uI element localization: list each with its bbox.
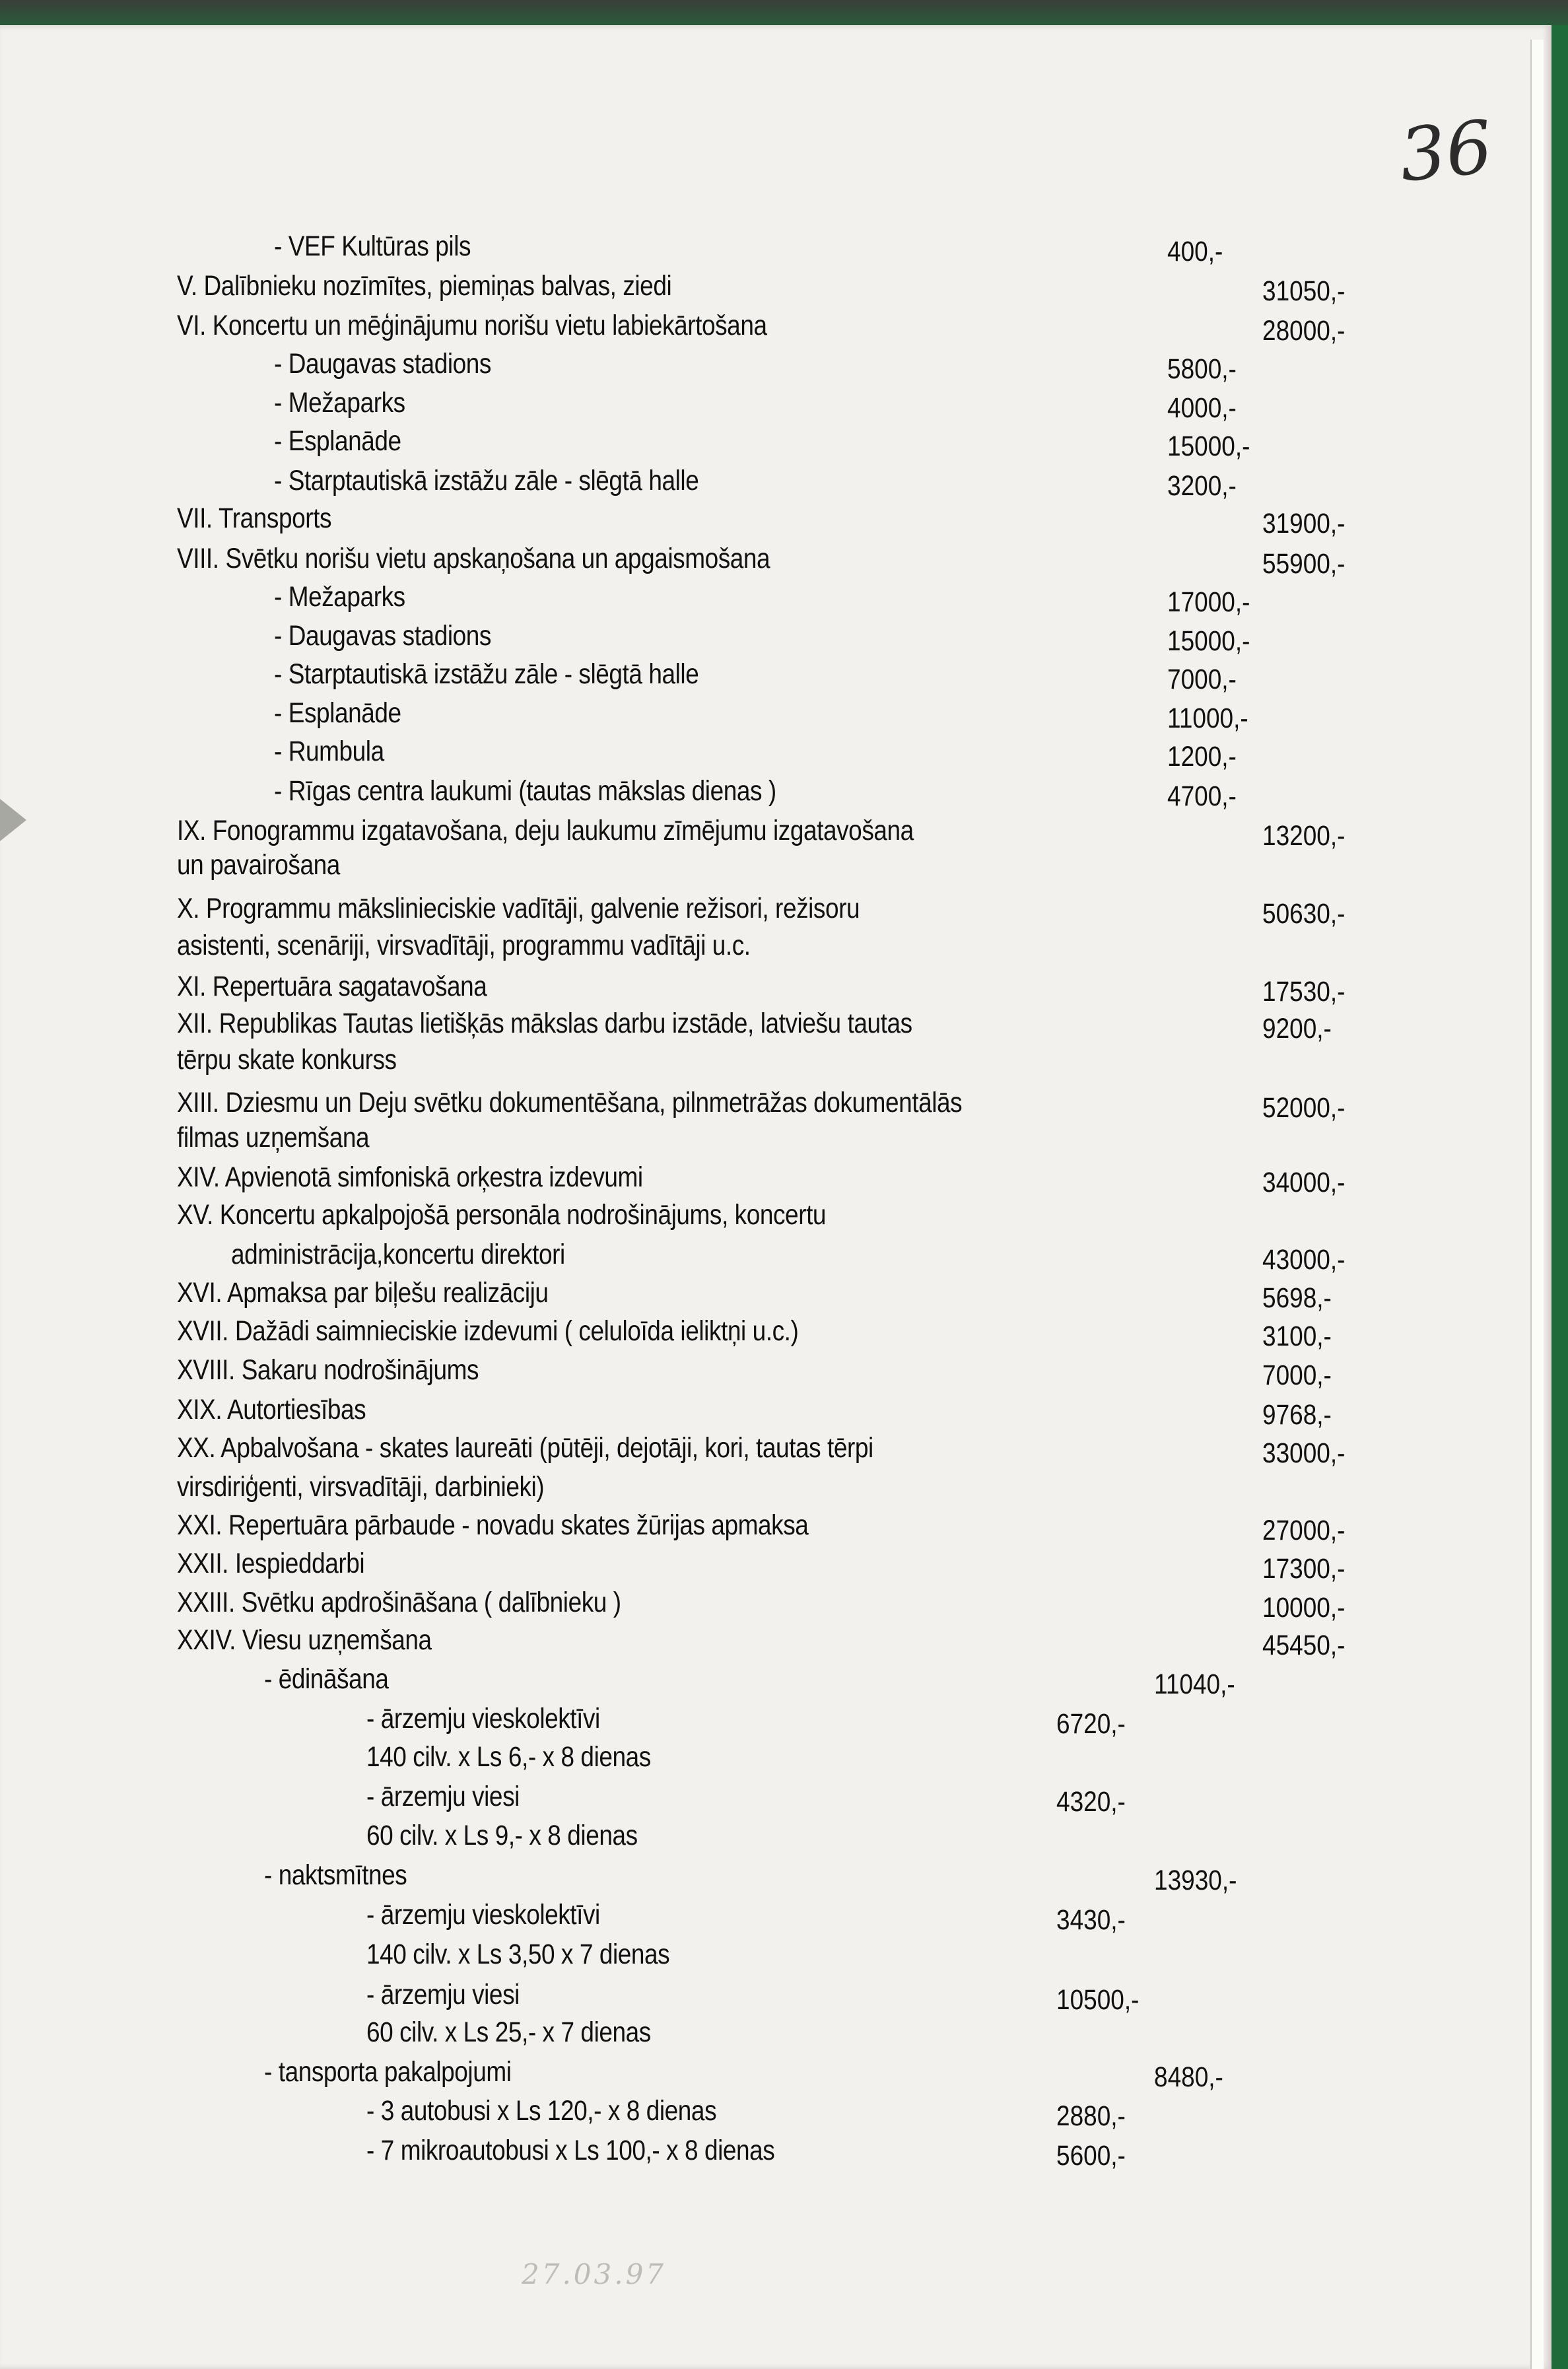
budget-line-amount: 4320,- [1056, 1786, 1126, 1818]
budget-line-text: - Mežaparks [274, 387, 405, 419]
binder-mark [0, 799, 26, 841]
budget-line-text: virsdiriģenti, virsvadītāji, darbinieki) [177, 1471, 545, 1503]
budget-line-amount: 52000,- [1262, 1092, 1346, 1124]
budget-line-amount: 33000,- [1262, 1437, 1346, 1469]
budget-line-amount: 11000,- [1167, 703, 1248, 734]
budget-line-amount: 13930,- [1154, 1865, 1237, 1896]
budget-line-amount: 17530,- [1262, 976, 1346, 1008]
budget-line-text: X. Programmu mākslinieciskie vadītāji, galvenie režisori, režisoru [177, 893, 860, 924]
budget-line-amount: 11040,- [1154, 1668, 1235, 1700]
budget-line-text: 140 cilv. x Ls 6,- x 8 dienas [366, 1741, 651, 1773]
budget-line-amount: 3200,- [1167, 470, 1237, 502]
budget-line-amount: 50630,- [1262, 898, 1346, 930]
budget-line-amount: 1200,- [1167, 741, 1237, 772]
budget-line-text: administrācija,koncertu direktori [231, 1239, 565, 1270]
budget-line-text: V. Dalībnieku nozīmītes, piemiņas balvas, ziedi [177, 270, 672, 302]
budget-line-text: - ārzemju vieskolektīvi [366, 1703, 600, 1734]
budget-line-text: XXIV. Viesu uzņemšana [177, 1624, 432, 1656]
budget-line-amount: 13200,- [1262, 820, 1346, 852]
budget-line-amount: 6720,- [1056, 1708, 1126, 1740]
budget-line-text: VII. Transports [177, 502, 332, 534]
budget-line-amount: 43000,- [1262, 1244, 1346, 1276]
budget-line-amount: 5698,- [1262, 1282, 1332, 1314]
budget-line-text: XVIII. Sakaru nodrošinājums [177, 1354, 479, 1386]
budget-line-amount: 45450,- [1262, 1630, 1346, 1661]
budget-line-text: - tansporta pakalpojumi [264, 2056, 512, 2088]
budget-line-text: XIV. Apvienotā simfoniskā orķestra izdevumi [177, 1161, 643, 1193]
budget-line-text: - Esplanāde [274, 425, 401, 457]
budget-line-amount: 31050,- [1262, 275, 1346, 307]
budget-line-text: asistenti, scenāriji, virsvadītāji, programmu vadītāji u.c. [177, 930, 751, 961]
budget-line-text: - ārzemju viesi [366, 1979, 520, 2010]
budget-line-text: - ārzemju vieskolektīvi [366, 1899, 600, 1931]
budget-line-text: - Esplanāde [274, 697, 401, 729]
budget-line-text: - 3 autobusi x Ls 120,- x 8 dienas [366, 2095, 717, 2127]
budget-line-text: - Rīgas centra laukumi (tautas mākslas dienas ) [274, 775, 776, 807]
budget-line-text: - 7 mikroautobusi x Ls 100,- x 8 dienas [366, 2135, 775, 2166]
budget-line-text: VI. Koncertu un mēģinājumu norišu vietu labiekārtošana [177, 310, 767, 341]
budget-line-text: filmas uzņemšana [177, 1122, 370, 1153]
budget-line-amount: 3100,- [1262, 1321, 1332, 1352]
budget-line-amount: 15000,- [1167, 625, 1250, 657]
budget-line-text: XXII. Iespieddarbi [177, 1548, 365, 1579]
budget-line-amount: 2880,- [1056, 2100, 1126, 2132]
budget-line-text: - ēdināšana [264, 1663, 389, 1695]
budget-line-amount: 31900,- [1262, 508, 1346, 539]
date-stamp: 27.03.97 [522, 2258, 667, 2290]
budget-line-text: - Mežaparks [274, 581, 405, 613]
budget-line-text: XIX. Autortiesības [177, 1394, 366, 1425]
budget-line-amount: 9768,- [1262, 1399, 1332, 1431]
budget-line-text: - Rumbula [274, 736, 384, 767]
budget-line-text: - Daugavas stadions [274, 348, 491, 380]
budget-line-text: XI. Repertuāra sagatavošana [177, 971, 487, 1002]
budget-line-text: - naktsmītnes [264, 1859, 407, 1891]
budget-line-text: - VEF Kultūras pils [274, 230, 471, 262]
budget-line-text: XIII. Dziesmu un Deju svētku dokumentēšana, pilnmetrāžas dokumentālās [177, 1087, 963, 1118]
page-right-edge [1530, 40, 1544, 2369]
budget-line-text: XXI. Repertuāra pārbaude - novadu skates žūrijas apmaksa [177, 1509, 809, 1541]
budget-line-amount: 4700,- [1167, 780, 1237, 812]
budget-line-amount: 10000,- [1262, 1592, 1346, 1624]
budget-line-text: tērpu skate konkurss [177, 1044, 397, 1076]
budget-line-text: IX. Fonogrammu izgatavošana, deju laukumu zīmējumu izgatavošana [177, 815, 914, 846]
budget-line-text: VIII. Svētku norišu vietu apskaņošana un apgaismošana [177, 543, 770, 574]
budget-line-text: - Starptautiskā izstāžu zāle - slēgtā halle [274, 465, 699, 497]
budget-line-text: un pavairošana [177, 849, 340, 881]
budget-line-text: 60 cilv. x Ls 25,- x 7 dienas [366, 2016, 651, 2048]
budget-line-amount: 17300,- [1262, 1553, 1346, 1585]
budget-line-amount: 17000,- [1167, 586, 1250, 618]
budget-line-text: - Daugavas stadions [274, 620, 491, 652]
budget-line-text: XXIII. Svētku apdrošināšana ( dalībnieku ) [177, 1587, 621, 1618]
budget-line-amount: 8480,- [1154, 2061, 1223, 2093]
budget-line-text: XVII. Dažādi saimnieciskie izdevumi ( celuloīda ieliktņi u.c.) [177, 1315, 799, 1347]
budget-line-text: XX. Apbalvošana - skates laureāti (pūtēji, dejotāji, kori, tautas tērpi [177, 1432, 873, 1464]
budget-line-amount: 4000,- [1167, 392, 1237, 424]
budget-line-amount: 10500,- [1056, 1984, 1140, 2016]
budget-line-amount: 27000,- [1262, 1515, 1346, 1546]
budget-line-amount: 5800,- [1167, 353, 1237, 385]
budget-line-amount: 55900,- [1262, 548, 1346, 580]
budget-line-amount: 5600,- [1056, 2140, 1126, 2172]
budget-line-amount: 400,- [1167, 236, 1223, 267]
handwritten-page-number: 36 [1395, 104, 1497, 198]
budget-line-text: - Starptautiskā izstāžu zāle - slēgtā halle [274, 658, 699, 690]
budget-line-text: 60 cilv. x Ls 9,- x 8 dienas [366, 1820, 638, 1851]
budget-line-text: 140 cilv. x Ls 3,50 x 7 dienas [366, 1939, 670, 1970]
budget-line-text: - ārzemju viesi [366, 1781, 520, 1812]
budget-line-text: XVI. Apmaksa par biļešu realizāciju [177, 1277, 549, 1309]
budget-line-text: XII. Republikas Tautas lietišķās mākslas darbu izstāde, latviešu tautas [177, 1008, 912, 1039]
budget-line-amount: 9200,- [1262, 1013, 1332, 1045]
budget-line-text: XV. Koncertu apkalpojošā personāla nodrošinājums, koncertu [177, 1199, 827, 1231]
scan-top-edge [0, 0, 1568, 25]
budget-line-amount: 7000,- [1167, 664, 1237, 695]
budget-line-amount: 28000,- [1262, 315, 1346, 347]
budget-line-amount: 15000,- [1167, 430, 1250, 462]
budget-line-amount: 3430,- [1056, 1904, 1126, 1936]
budget-line-amount: 7000,- [1262, 1359, 1332, 1391]
budget-line-amount: 34000,- [1262, 1167, 1346, 1198]
